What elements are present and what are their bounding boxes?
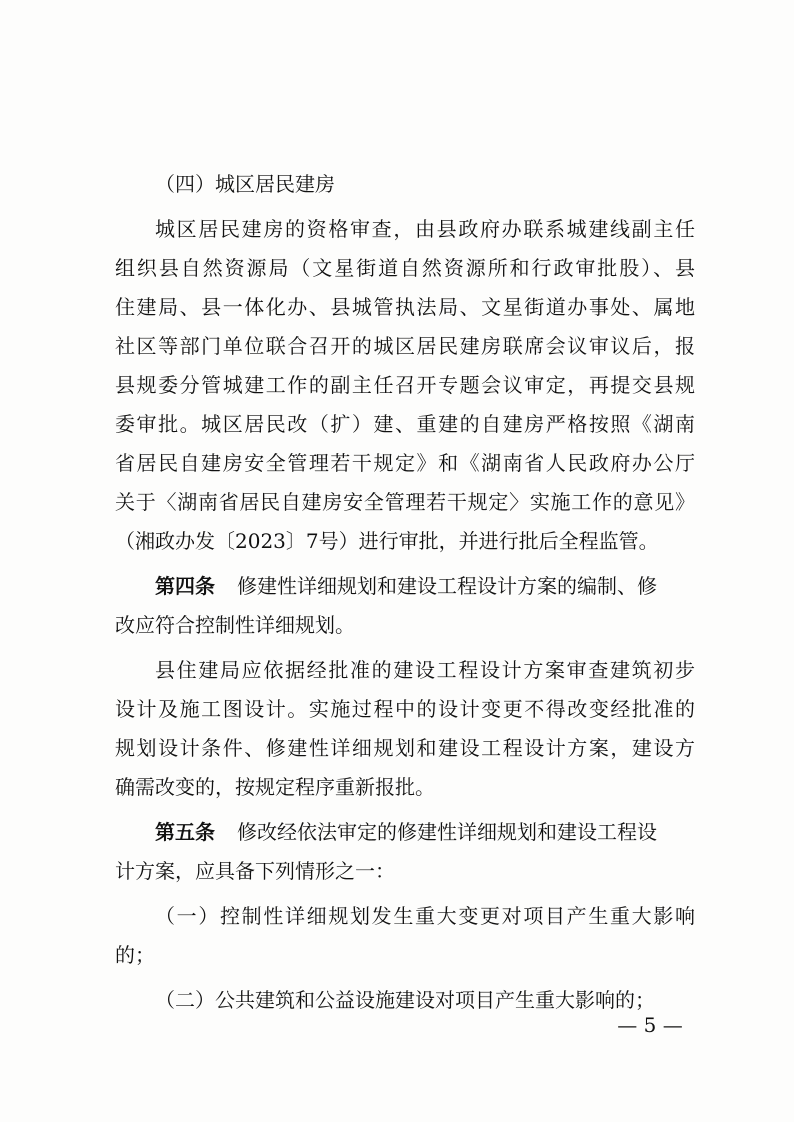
paragraph-line: （湘政办发〔2023〕7号）进行审批，并进行批后全程监管。 — [115, 529, 659, 553]
paragraph-line: 改应符合控制性详细规划。 — [115, 613, 355, 637]
paragraph-line: 县规委分管城建工作的副主任召开专题会议审定，再提交县规 — [115, 373, 695, 397]
article-4-text: 修建性详细规划和建设工程设计方案的编制、修 — [237, 574, 657, 598]
paragraph-line: 委审批。城区居民改（扩）建、重建的自建房严格按照《湖南 — [115, 412, 695, 436]
list-item-line: （二）公共建筑和公益设施建设对项目产生重大影响的； — [155, 988, 655, 1012]
paragraph-line: 社区等部门单位联合召开的城区居民建房联席会议审议后，报 — [115, 334, 695, 358]
subsection-heading: （四）城区居民建房 — [155, 172, 335, 196]
paragraph-line: 城区居民建房的资格审查，由县政府办联系城建线副主任 — [155, 217, 695, 241]
paragraph-line: 计方案，应具备下列情形之一： — [115, 859, 395, 883]
article-5 — [115, 813, 695, 891]
paragraph-line: 县住建局应依据经批准的建设工程设计方案审查建筑初步 — [155, 658, 695, 682]
article-4 — [115, 567, 695, 645]
list-item-1 — [115, 897, 695, 975]
article-5-text: 修改经依法审定的修建性详细规划和建设工程设 — [237, 820, 657, 844]
list-item-2 — [115, 981, 695, 1020]
paragraph-line: 住建局、县一体化办、县城管执法局、文星街道办事处、属地 — [115, 295, 695, 319]
paragraph-line: 关于〈湖南省居民自建房安全管理若干规定〉实施工作的意见》 — [115, 490, 695, 514]
paragraph-line: 设计及施工图设计。实施过程中的设计变更不得改变经批准的 — [115, 697, 695, 721]
article-4-heading: 第四条 — [155, 574, 215, 598]
document-body — [115, 165, 695, 1020]
page-number: — 5 — — [617, 1013, 683, 1037]
paragraph-line: 规划设计条件、修建性详细规划和建设工程设计方案，建设方 — [115, 736, 695, 760]
paragraph-line: 组织县自然资源局（文星街道自然资源所和行政审批股）、县 — [115, 256, 695, 280]
list-item-line: （一）控制性详细规划发生重大变更对项目产生重大影响 — [155, 904, 695, 928]
list-item-line: 的； — [115, 943, 155, 967]
paragraph-line: 省居民自建房安全管理若干规定》和《湖南省人民政府办公厅 — [115, 451, 695, 475]
article-5-first-line — [115, 813, 695, 852]
article-4-first-line — [115, 567, 695, 606]
paragraph-design-review — [115, 651, 695, 807]
paragraph-residential-housing — [115, 210, 695, 561]
paragraph-line: 确需改变的，按规定程序重新报批。 — [115, 775, 435, 799]
article-5-heading: 第五条 — [155, 820, 215, 844]
